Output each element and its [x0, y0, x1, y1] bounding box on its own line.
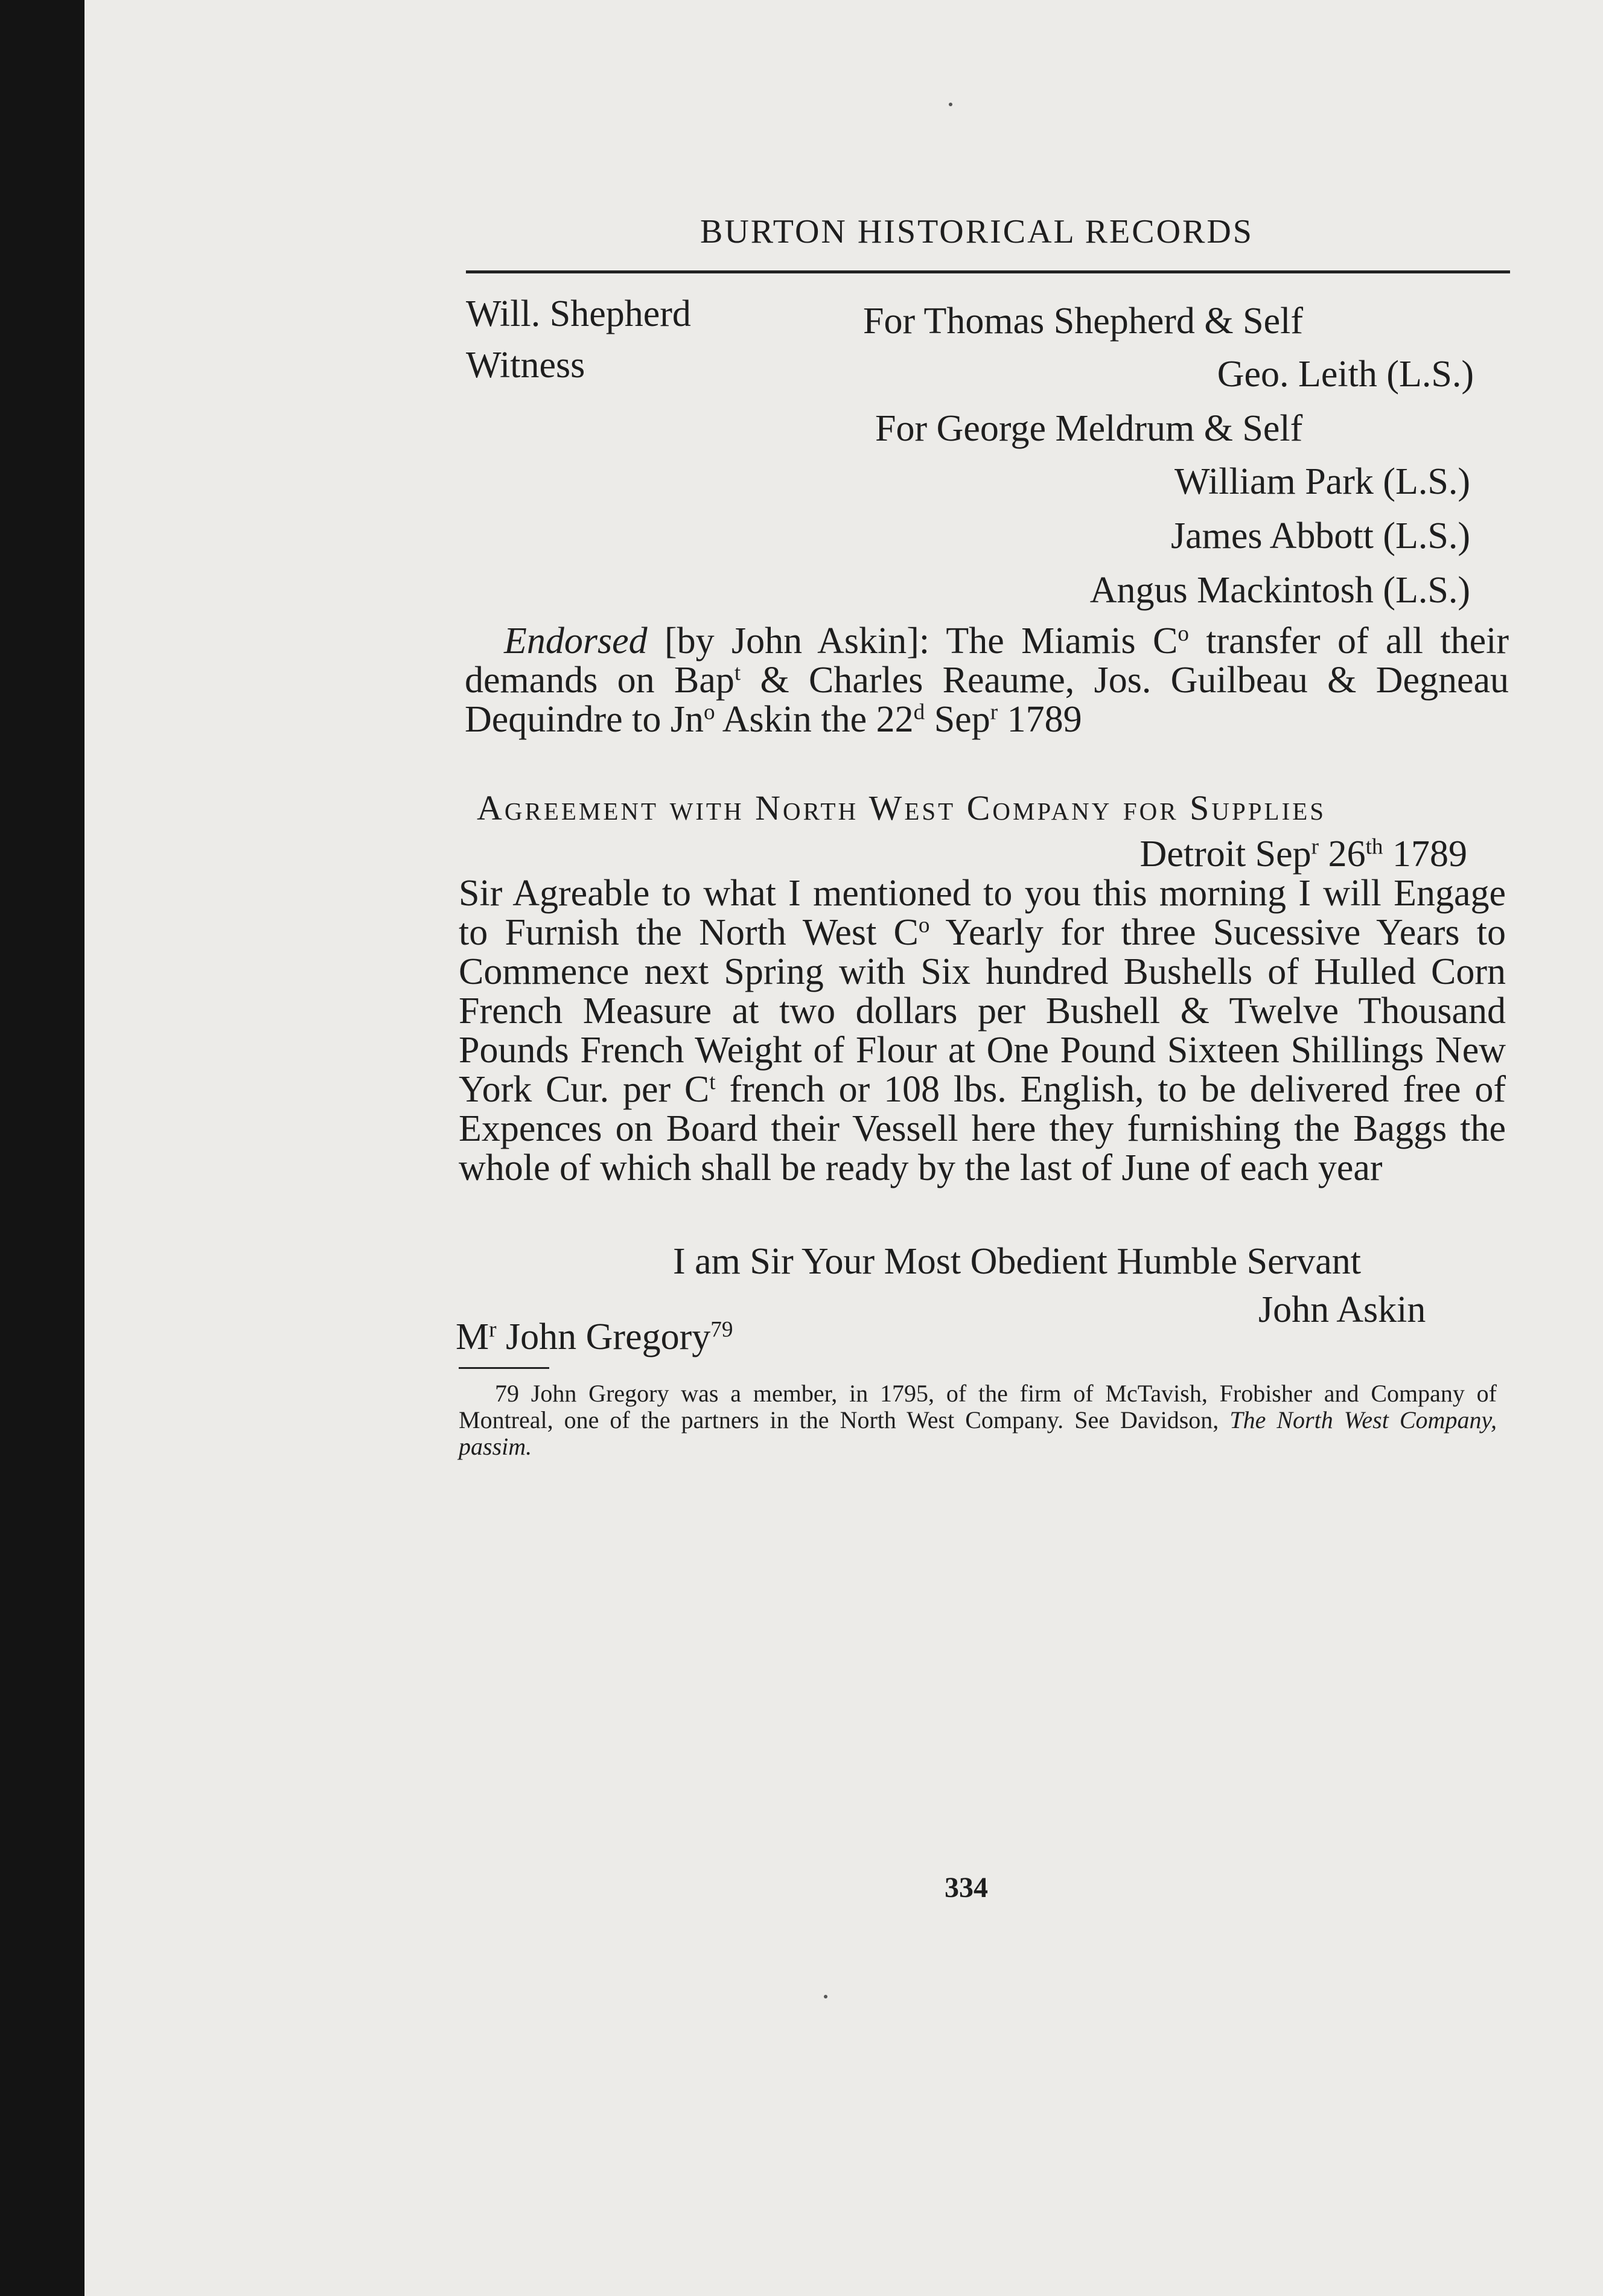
dateline: Detroit Sep$^r$ 26th 1789 — [1139, 834, 1467, 875]
signature-line-3: For George Meldrum & Self — [875, 408, 1303, 449]
endorsed-label: Endorsed — [504, 620, 648, 662]
signature-line-2: Geo. Leith (L.S.) — [1217, 354, 1474, 395]
signature-line-4: William Park (L.S.) — [1174, 461, 1470, 502]
endorsement-paragraph: Endorsed [by John Askin]: The Miamis $C^o$ transfer of all their demands on Bap$^t$ & Charles Reaume, Jos. Guilbeau & Degneau Dequindre to Jn$^o$ Askin the 22$^d$ Sep$^r$ 1789 — [465, 620, 1509, 740]
signature-line-5: James Abbott (L.S.) — [1171, 515, 1470, 556]
footnote-rule — [459, 1367, 549, 1369]
witness-label: Witness — [466, 345, 585, 386]
paper-speck — [949, 103, 952, 106]
signer-name: John Askin — [1258, 1289, 1426, 1330]
section-heading: Agreement with North West Company for Supplies — [477, 788, 1327, 828]
addressee: $M^r$ John Gregory$^{79}$ — [456, 1316, 733, 1357]
witness-name: Will. Shepherd — [466, 293, 691, 334]
header-rule — [466, 270, 1510, 273]
signature-line-6: Angus Mackintosh (L.S.) — [1089, 570, 1470, 611]
signature-line-1: For Thomas Shepherd & Self — [863, 301, 1304, 342]
footnote: 79 John Gregory was a member, in 1795, of the firm of McTavish, Frobisher and Company of Montreal, one of the partners in the North West Company. See Davidson, The North West Company, passim. — [459, 1380, 1497, 1460]
paper-speck — [824, 1995, 827, 1998]
closing-line: I am Sir Your Most Obedient Humble Servant — [673, 1241, 1362, 1282]
letter-body: Sir Agreable to what I mentioned to you this morning I will Engage to Furnish the North West $C^o$ Yearly for three Sucessive Years to Commence next Spring with Six hundred Bushells of Hulled Corn French Measure at two dollars per Bushell & Twelve Thousand Pounds French Weight of Flour at One Pound Sixteen Shillings New York Cur. per $C^t$ french or 108 lbs. English, to be delivered free of Expences on Board their Vessell here they furnishing the Baggs the whole of which shall be ready by the last of June of each year — [459, 873, 1506, 1188]
page-number: 334 — [945, 1872, 988, 1904]
running-head: BURTON HISTORICAL RECORDS — [700, 213, 1254, 250]
